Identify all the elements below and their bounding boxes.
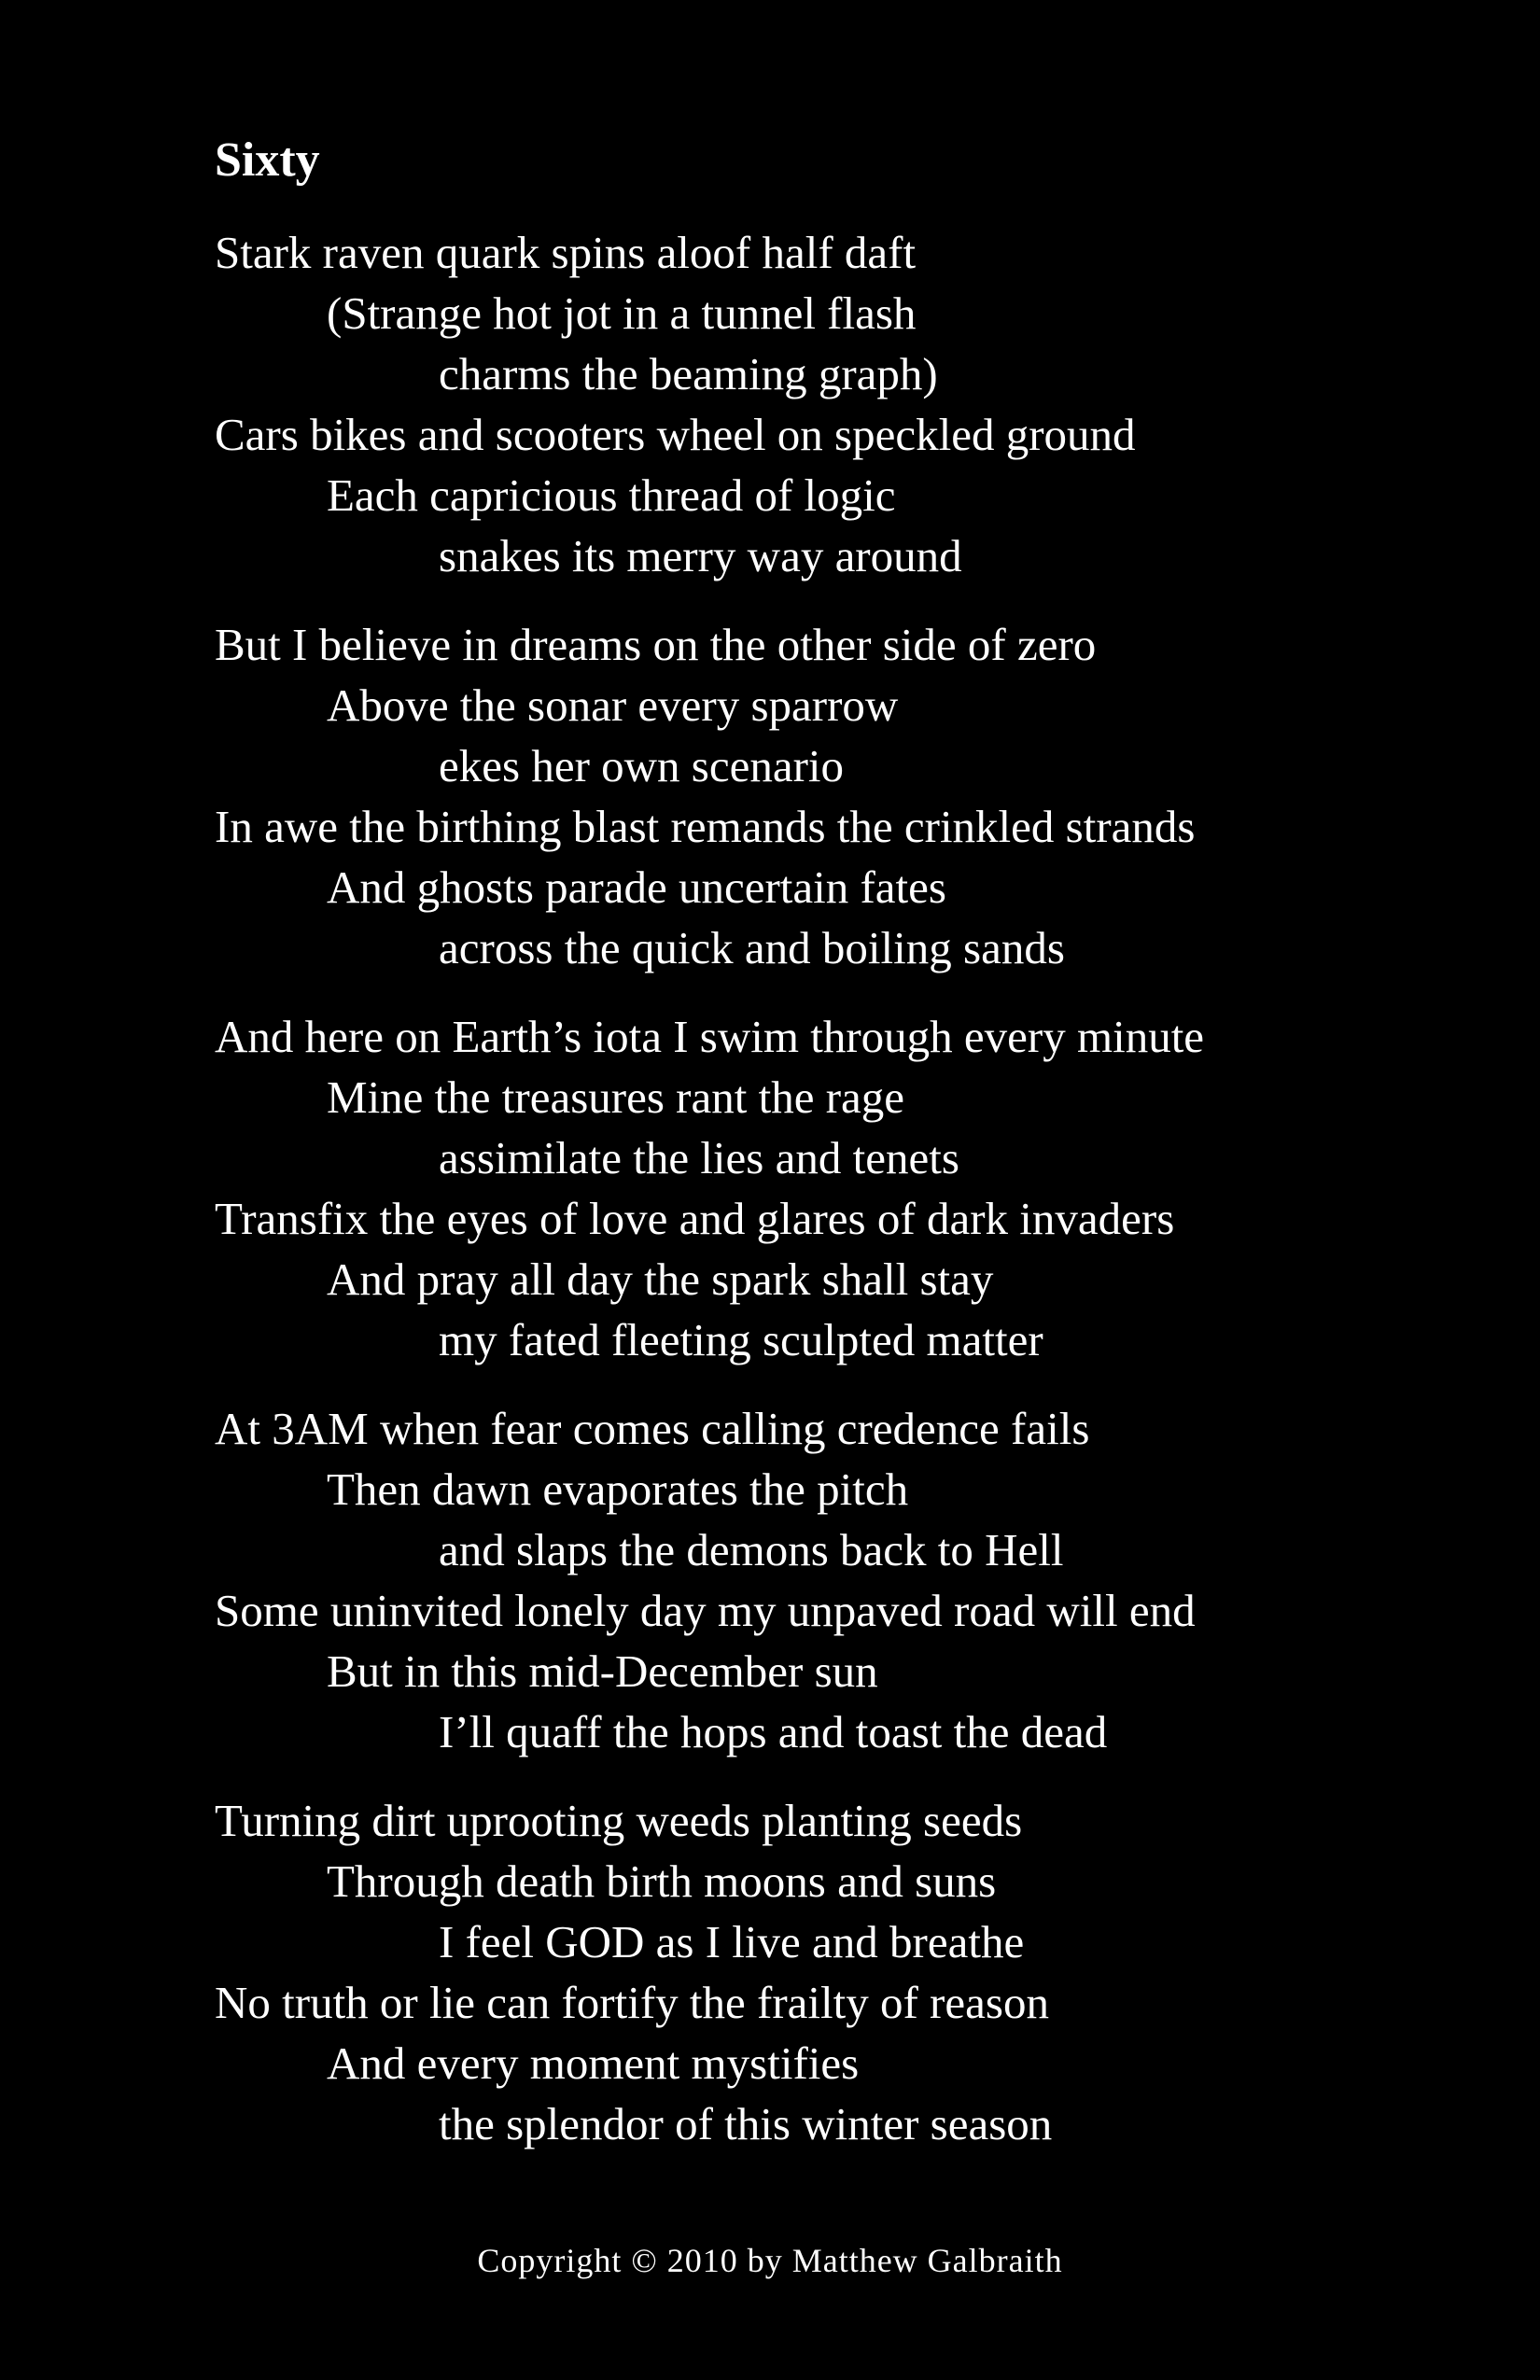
- poem-line: No truth or lie can fortify the frailty of reason: [215, 1977, 1049, 2028]
- poem-line: Stark raven quark spins aloof half daft: [215, 227, 917, 278]
- stanza: [215, 1006, 1381, 1370]
- poem-line: ekes her own scenario: [439, 740, 845, 791]
- copyright-notice: Copyright © 2010 by Matthew Galbraith: [477, 2242, 1063, 2279]
- poem-line: And ghosts parade uncertain fates: [327, 861, 946, 913]
- poem-line: In awe the birthing blast remands the crinkled strands: [215, 801, 1196, 852]
- poem-line: Cars bikes and scooters wheel on speckled ground: [215, 409, 1136, 460]
- poem-line: I’ll quaff the hops and toast the dead: [439, 1706, 1108, 1757]
- poem-line: Turning dirt uprooting weeds planting seeds: [215, 1795, 1023, 1846]
- poem-line: and slaps the demons back to Hell: [439, 1524, 1064, 1575]
- poem-line: And here on Earth’s iota I swim through every minute: [215, 1011, 1205, 1062]
- poem-line: snakes its merry way around: [439, 530, 962, 581]
- poem-line: I feel GOD as I live and breathe: [439, 1916, 1025, 1967]
- poem-line: Above the sonar every sparrow: [327, 679, 899, 731]
- poem-line: assimilate the lies and tenets: [439, 1132, 959, 1183]
- poem-line: Some uninvited lonely day my unpaved road will end: [215, 1585, 1196, 1636]
- poem-line: across the quick and boiling sands: [439, 922, 1065, 973]
- poem-line: my fated fleeting sculpted matter: [439, 1314, 1043, 1365]
- poem-title: Sixty: [215, 133, 320, 187]
- stanza: [215, 614, 1381, 978]
- stanza: [215, 1790, 1381, 2154]
- poem-body: [215, 222, 1381, 2182]
- poem-line: Then dawn evaporates the pitch: [327, 1463, 909, 1515]
- poem-line: Mine the treasures rant the rage: [327, 1071, 905, 1123]
- poem-line: But in this mid-December sun: [327, 1645, 878, 1697]
- poem-line: Through death birth moons and suns: [327, 1855, 997, 1907]
- stanza: [215, 1398, 1381, 1762]
- poem-line: the splendor of this winter season: [439, 2098, 1053, 2149]
- poem-line: And every moment mystifies: [327, 2037, 860, 2089]
- poem-line: Transfix the eyes of love and glares of dark invaders: [215, 1193, 1175, 1244]
- poem-line: charms the beaming graph): [439, 348, 938, 399]
- poem-line: Each capricious thread of logic: [327, 469, 896, 521]
- poem-line: But I believe in dreams on the other side of zero: [215, 619, 1097, 670]
- poem-line: And pray all day the spark shall stay: [327, 1253, 994, 1305]
- stanza: [215, 222, 1381, 586]
- poem-line: At 3AM when fear comes calling credence fails: [215, 1403, 1090, 1454]
- poem-line: (Strange hot jot in a tunnel flash: [327, 287, 917, 339]
